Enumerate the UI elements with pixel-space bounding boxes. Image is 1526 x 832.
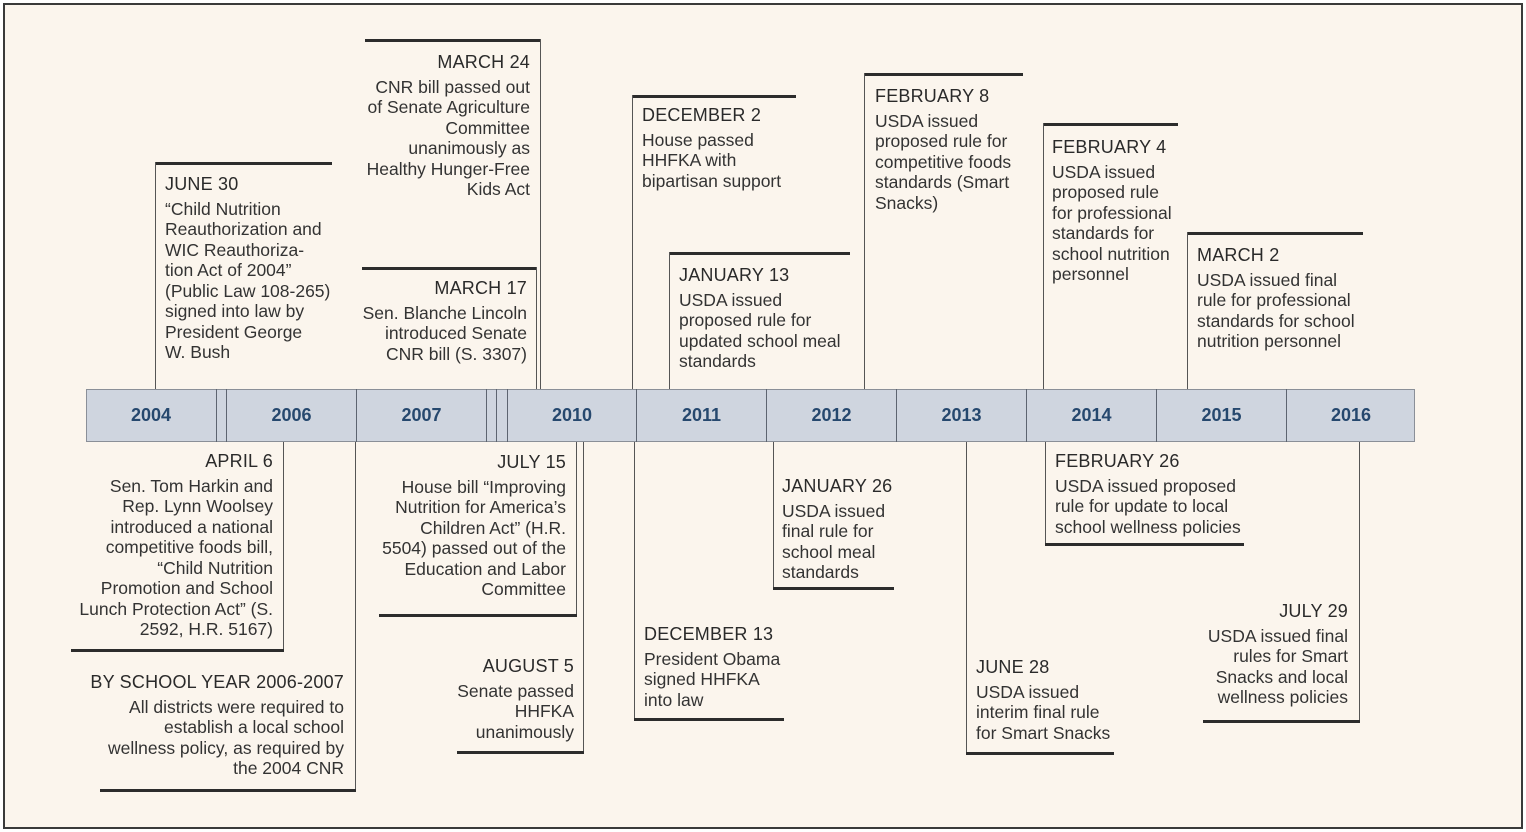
event-connector	[155, 162, 156, 389]
year-label-2011: 2011	[681, 405, 722, 425]
event-connector	[1187, 232, 1188, 389]
event-rule	[362, 267, 537, 270]
event-june30-2004	[165, 174, 335, 363]
event-text: USDA issued final rules for Smart Snacks and local wellness policies	[1207, 625, 1348, 707]
year-label-2012: 2012	[811, 405, 852, 425]
event-text: USDA issued interim final rule for Smart Snacks	[976, 681, 1111, 743]
event-date: FEBRUARY 8	[875, 86, 990, 106]
event-march2	[1197, 245, 1372, 352]
event-date: JULY 15	[497, 452, 566, 472]
event-connector	[669, 252, 670, 389]
event-date: JUNE 30	[165, 174, 239, 194]
event-rule	[155, 162, 332, 165]
event-connector	[634, 442, 635, 720]
event-text: USDA issued final rule for professional standards for school nutrition personnel	[1197, 269, 1355, 351]
event-march24	[350, 52, 530, 200]
event-rule	[966, 752, 1114, 755]
event-text: USDA issued final rule for school meal standards	[782, 500, 886, 582]
event-text: House passed HHFKA with bipartisan support	[642, 129, 782, 191]
event-connector	[583, 442, 584, 753]
event-text: USDA issued proposed rule for updated school meal standards	[679, 289, 841, 371]
event-connector	[1045, 442, 1046, 545]
event-july15	[366, 452, 566, 600]
event-date: DECEMBER 2	[642, 105, 762, 125]
year-label-2006: 2006	[271, 405, 312, 425]
event-june28	[976, 657, 1121, 743]
event-connector	[1043, 123, 1044, 389]
event-connector	[576, 442, 577, 616]
year-divider	[496, 389, 497, 442]
event-july29	[1195, 601, 1348, 708]
event-december13	[644, 624, 794, 710]
event-text: Sen. Tom Harkin and Rep. Lynn Woolsey introduced a national competitive foods bill, “Child Nutrition Promotion and School Lunch Protection Act” (S. 2592, H.R. 5167)	[79, 475, 273, 639]
event-date: JULY 29	[1279, 601, 1348, 621]
event-text: USDA issued proposed rule for professional standards for school nutrition personnel	[1052, 161, 1172, 284]
event-rule	[71, 649, 284, 652]
event-connector	[283, 442, 284, 651]
event-rule	[457, 751, 584, 754]
event-date: JUNE 28	[976, 657, 1050, 677]
event-date: JANUARY 13	[679, 265, 790, 285]
event-february26	[1055, 451, 1255, 537]
event-february8	[875, 86, 1030, 213]
event-date: FEBRUARY 4	[1052, 137, 1167, 157]
event-connector	[632, 95, 633, 389]
event-rule	[864, 73, 1023, 76]
event-connector	[773, 442, 774, 589]
event-connector	[355, 442, 356, 791]
event-connector	[966, 442, 967, 754]
year-label-2016: 2016	[1330, 405, 1372, 425]
event-rule	[632, 95, 796, 98]
event-date: APRIL 6	[205, 451, 273, 471]
year-label-2013: 2013	[941, 405, 982, 425]
event-text: President Obama signed HHFKA into law	[644, 648, 781, 710]
event-date: FEBRUARY 26	[1055, 451, 1180, 471]
year-label-2014: 2014	[1071, 405, 1112, 425]
event-date: DECEMBER 13	[644, 624, 774, 644]
event-april6	[60, 451, 273, 640]
event-rule	[365, 39, 541, 42]
event-february4	[1052, 137, 1187, 285]
year-divider	[486, 389, 487, 442]
event-rule	[669, 252, 850, 255]
event-rule	[379, 614, 577, 617]
event-march17	[350, 278, 527, 364]
event-rule	[1045, 543, 1244, 546]
year-label-2004: 2004	[130, 405, 172, 425]
event-date: MARCH 2	[1197, 245, 1280, 265]
event-text: “Child Nutrition Reauthorization and WIC Reauthoriza- tion Act of 2004” (Public Law 108-265) signed into law by President George W. Bush	[165, 198, 331, 362]
event-rule	[1187, 232, 1363, 235]
year-label-2010: 2010	[551, 405, 593, 425]
event-january13	[679, 265, 859, 372]
event-text: USDA issued proposed rule for update to local school wellness policies	[1055, 475, 1241, 537]
event-text: Sen. Blanche Lincoln introduced Senate CNR bill (S. 3307)	[362, 302, 527, 364]
event-december2	[642, 105, 802, 191]
event-connector	[1359, 442, 1360, 722]
event-date: JANUARY 26	[782, 476, 893, 496]
event-august5	[440, 656, 574, 742]
event-rule	[773, 587, 894, 590]
event-school-year-2006-2007	[88, 672, 344, 779]
event-connector	[540, 39, 541, 389]
event-rule	[100, 789, 356, 792]
event-january26	[782, 476, 902, 583]
event-date: MARCH 24	[437, 52, 530, 72]
event-connector	[864, 73, 865, 389]
year-label-2015: 2015	[1201, 405, 1242, 425]
event-date: AUGUST 5	[482, 656, 574, 676]
event-text: CNR bill passed out of Senate Agriculture Committee unanimously as Healthy Hunger-Free Kids Act	[366, 76, 530, 199]
event-date: MARCH 17	[434, 278, 527, 298]
event-rule	[1203, 720, 1360, 723]
year-label-2007: 2007	[401, 405, 442, 425]
event-text: All districts were required to establish a local school wellness policy, as required by the 2004 CNR	[107, 696, 344, 778]
event-date: BY SCHOOL YEAR 2006-2007	[90, 672, 344, 692]
event-text: Senate passed HHFKA unanimously	[457, 680, 574, 742]
event-text: House bill “Improving Nutrition for America’s Children Act” (H.R. 5504) passed out of the Education and Labor Committee	[382, 476, 566, 599]
event-rule	[1043, 123, 1178, 126]
event-text: USDA issued proposed rule for competitive foods standards (Smart Snacks)	[875, 110, 1012, 213]
event-connector	[536, 267, 537, 389]
year-divider	[216, 389, 217, 442]
event-rule	[634, 718, 784, 721]
